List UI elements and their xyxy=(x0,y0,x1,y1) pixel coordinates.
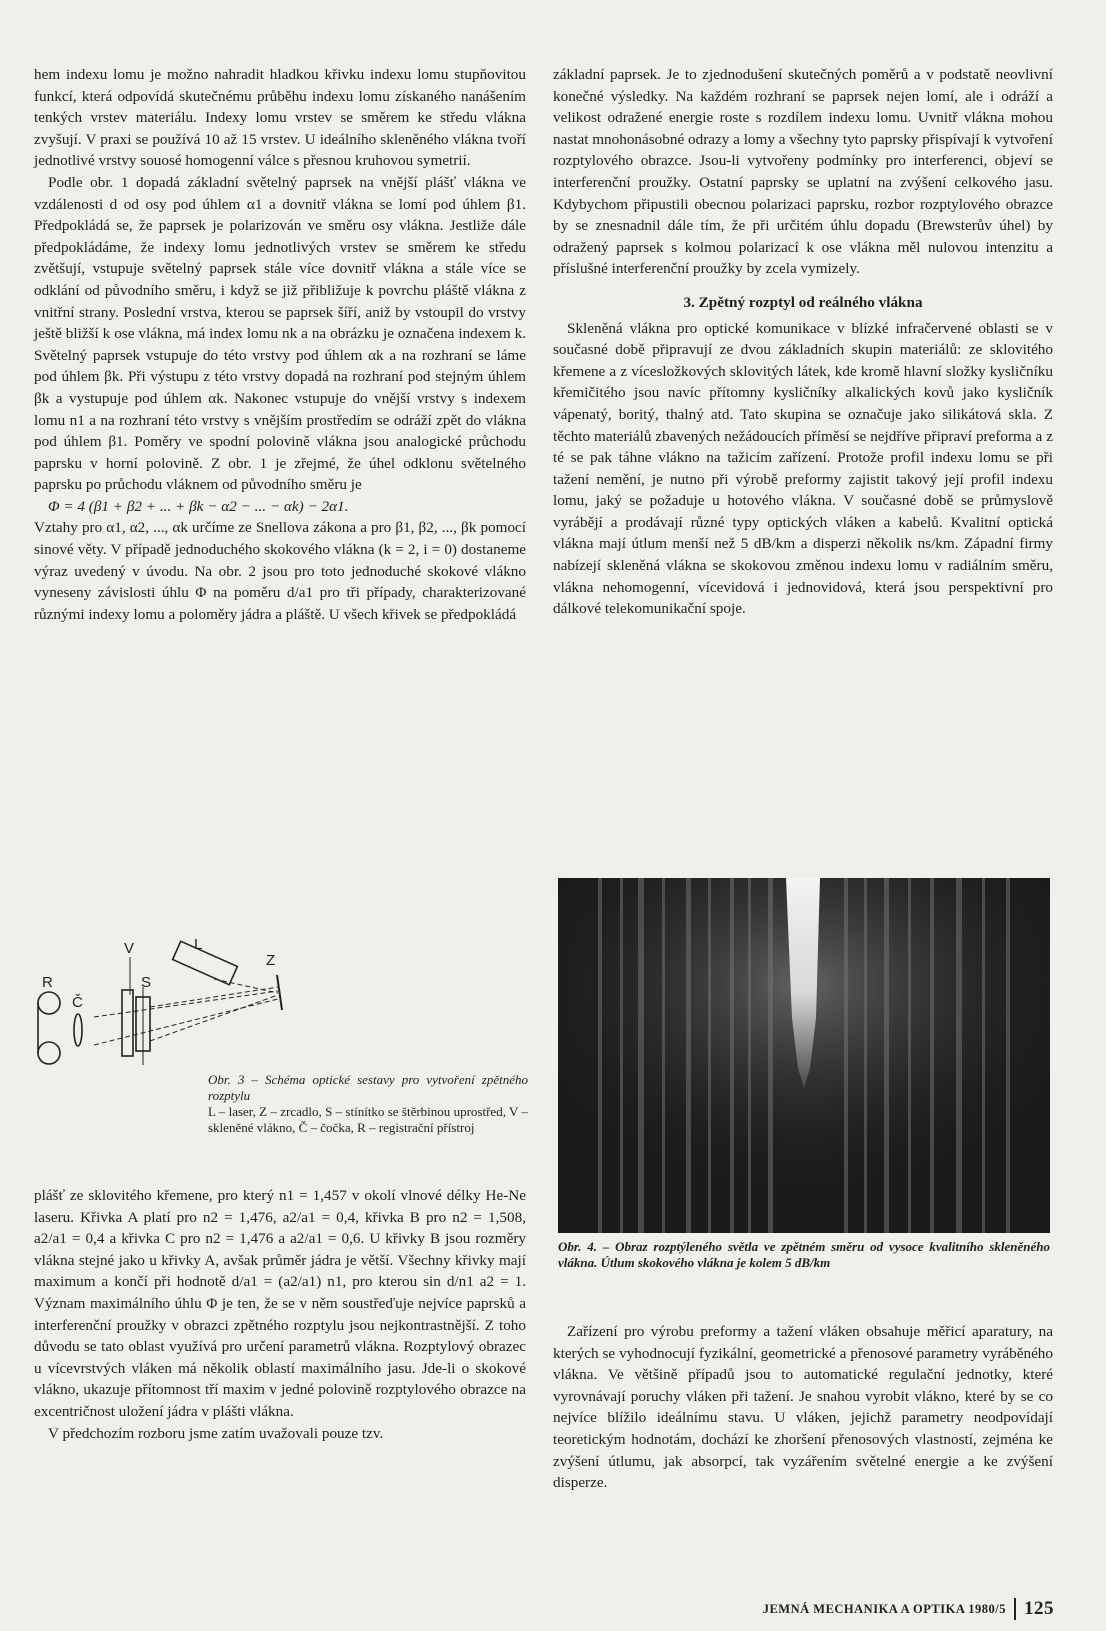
label-laser: L xyxy=(194,936,203,953)
paragraph: Podle obr. 1 dopadá základní světelný paprsek na vnější plášť vlákna ve vzdálenosti d od osy pod úhlem α1 a dovnitř vlákna se lomí pod úhlem β1. Předpokládá se, že paprsek je polarizován ve směru osy vlákna. Jestliže dále předpokládáme, že indexy lomu jednotlivých vrstev se směrem ke středu zvětšují, vstupuje světelný paprsek stále více dovnitř vlákna a stále více se odklání od původního směru, i když se již přibližuje k povrchu pláště vlákna z vnitřní strany. Poslední vrstva, kterou se paprsek šíří, aniž by vstoupil do vrstvy ještě bližší k ose vlákna, má index lomu nk a na obrázku je označena indexem k. Světelný paprsek vstupuje do této vrstvy pod úhlem αk a na rozhraní se láme pod úhlem βk. Při výstupu z této vrstvy dopadá na rozhraní pod stejným úhlem βk a vystupuje pod úhlem αk. Nakonec vstupuje do vnější vrstvy s indexem lomu n1 a na rozhraní této vrstvy s vnějším prostředím se odráží zpět do vlákna pod úhlem β1. Poměry ve spodní polovině vlákna jsou analogické průchodu paprsku v horní polovině. Z obr. 1 je zřejmé, že úhel odklonu světelného paprsku po průchodu vláknem od původního směru je xyxy=(34,173,526,494)
paragraph: základní paprsek. Je to zjednodušení skutečných poměrů a v podstatě neovlivní konečné výsledky. Na každém rozhraní se paprsek nejen lomí, ale i odráží a velikost odražené energie roste s rozdílem indexu lomu. Uvnitř vlákna mohou nastat mnohonásobné odrazy a lomy a všechny tyto paprsky přispívají k vytvoření rozptylového obrazce. Jsou-li vytvořeny podmínky pro interferenci, objeví se interferenční proužky. Ostatní paprsky se uplatní na zvýšení celkového jasu. Kdybychom připustili obecnou polarizaci paprsku, rozbor rozptylového obrazce by se znesnadnil dále tím, že při určitém úhlu dopadu (Brewsterův úhel) by odražený paprsek s kolmou polarizací k ose vlákna měl nulovou intenzitu a příslušné interferenční proužky by zcela vymizely. xyxy=(553,66,1053,278)
right-column-top xyxy=(553,64,1053,620)
figure-3-caption xyxy=(208,1072,528,1136)
paragraph: V předchozím rozboru jsme zatím uvažovali pouze tzv. xyxy=(48,1424,384,1442)
label-lens: Č xyxy=(72,994,83,1011)
screen-shape xyxy=(122,990,133,1056)
paragraph: Skleněná vlákna pro optické komunikace v blízké infračervené oblasti se v současné době připravují ze dvou základních skupin materiálů: ze sklovitého křemene a z vícesložkových sklovitých látek, kde kromě hlavní složky kysličníku křemičitého jsou navíc přítomny kysličníky alkalických kovů jako kysličník vápenatý, boritý, thalný atd. Tato skupina se označuje jako silikátová skla. Z těchto materiálů zbavených nežádoucích příměsí se nejdříve připraví preforma a z té se pak táhne vlákno na tažicím zařízení. Protože profil indexu lomu se při tažení nemění, je nutno při výrobě preformy zajistit takový její profil indexu lomu, jaký se požaduje u hotového vlákna. V současné době se průmyslově vyrábějí a prodávají různé typy optických vláken a kabelů. Kvalitní optická vlákna mají útlum menší než 5 dB/km a disperzi několik ns/km. Západní firmy nabízejí skleněná vlákna se skokovou změnou indexu lomu v radiálním směru, vlákna nehomogenní, vícevidová i jednovidová, která jsou perspektivní pro dálkové telekomunikační spoje. xyxy=(553,319,1053,618)
ray-line xyxy=(150,995,278,1041)
ray-line xyxy=(214,979,278,993)
figure-3-caption-body: L – laser, Z – zrcadlo, S – stínítko se štěrbinou uprostřed, V – skleněné vlákno, Č – čočka, R – registrační přístroj xyxy=(208,1104,528,1135)
laser-shape xyxy=(173,941,238,984)
left-column-bottom xyxy=(34,1185,526,1444)
label-screen: S xyxy=(141,974,152,991)
label-fiber: V xyxy=(124,940,135,957)
page-footer xyxy=(763,1598,1054,1620)
lens-shape xyxy=(74,1014,82,1046)
figure-3-caption-title: Obr. 3 – Schéma optické sestavy pro vytvoření zpětného rozptylu xyxy=(208,1072,528,1103)
right-column-bottom xyxy=(553,1321,1053,1494)
page-number: 125 xyxy=(1024,1598,1054,1619)
journal-name: JEMNÁ MECHANIKA A OPTIKA 1980/5 xyxy=(762,1601,1006,1616)
figure-4-caption: Obr. 4. – Obraz rozptýleného světla ve zpětném směru od vysoce kvalitního skleněného vlákna. Útlum skokového vlákna je kolem 5 dB/km xyxy=(558,1239,1050,1270)
paragraph: Vztahy pro α1, α2, ..., αk určíme ze Snellova zákona a pro β1, β2, ..., βk pomocí sinové věty. V případě jednoduchého skokového vlákna (k = 2, i = 0) dostaneme výraz uvedený v úvodu. Na obr. 2 jsou pro toto jednoduché skokové vlákno vyneseny závislosti úhlu Φ na poměru d/a1 pro tři případy, charakterizované různými indexy lomu a poloměry jádra a pláště. U všech křivek se předpokládá xyxy=(34,519,526,623)
paragraph: plášť ze sklovitého křemene, pro který n1 = 1,457 v okolí vlnové délky He-Ne laseru. Křivka A platí pro n2 = 1,476, a2/a1 = 0,4, křivka B pro n2 = 1,508, a2/a1 = 0,4 a křivka C pro n2 = 1,476 a a2/a1 = 0,6. U křivky B jsou rozměry vlákna stejné jako u křivky A, avšak průměr jádra je větší. Všechny křivky mají maximum a končí při hodnotě d/a1 = (a2/a1) n1, pro kterou sin d/n1 a2 = 1. Význam maximálního úhlu Φ je ten, že se v něm soustřeďuje nejvíce paprsků a interferenční proužky v obrazci zpětného rozptylu jsou nejkontrastnější. Z toho důvodu se tato oblast využívá pro určení parametrů vlákna. Rozptylový obrazec u vícevrstvých vláken má několik oblastí maximálního jasu. Jde-li o skokové vlákno, ukazuje přítomnost tří maxim v jedné polovině rozptylového obrazce na excentričnost uložení jádra v plášti vlákna. xyxy=(34,1187,526,1420)
section-heading: 3. Zpětný rozptyl od reálného vlákna xyxy=(683,293,923,311)
paragraph: Zařízení pro výrobu preformy a tažení vláken obsahuje měřicí aparatury, na kterých se vyhodnocují fyzikální, geometrické a přenosové parametry vyráběného vlákna. Ve většině případů jsou to automatické regulační jednotky, které vyrovnávají poruchy vláken při tažení. Je snahou vyrobit vlákno, které by se co nejvíce blížilo ideálnímu stavu. U vláken, jejichž parametry neodpovídají teoretickým hodnotám, dochází ke zhoršení přenosových vlastností, zejména ke zvýšení útlumu, jak absorpcí, tak vyzářením světelné energie a ke zvýšení disperze. xyxy=(553,1323,1053,1492)
formula: Φ = 4 (β1 + β2 + ... + βk − α2 − ... − αk) − 2α1. xyxy=(48,497,349,515)
label-recorder: R xyxy=(42,974,53,991)
left-column-top xyxy=(34,64,526,625)
figure-4-photo xyxy=(558,878,1050,1233)
paragraph: hem indexu lomu je možno nahradit hladkou křivku indexu lomu stupňovitou funkcí, která odpovídá skutečnému průběhu indexu lomu získaného nanášením tenkých vrstev materiálu. Indexy lomu vrstev se směrem ke středu vlákna zvyšují. V praxi se používá 10 až 15 vrstev. U ideálního skleněného vlákna tvoří jednotlivé vrstvy souosé homogenní válce s přesnou kruhovou symetrií. xyxy=(34,66,526,170)
recorder-bottom-circle xyxy=(38,1042,60,1064)
footer-separator xyxy=(1014,1598,1016,1620)
recorder-top-circle xyxy=(38,992,60,1014)
label-mirror: Z xyxy=(266,952,276,969)
